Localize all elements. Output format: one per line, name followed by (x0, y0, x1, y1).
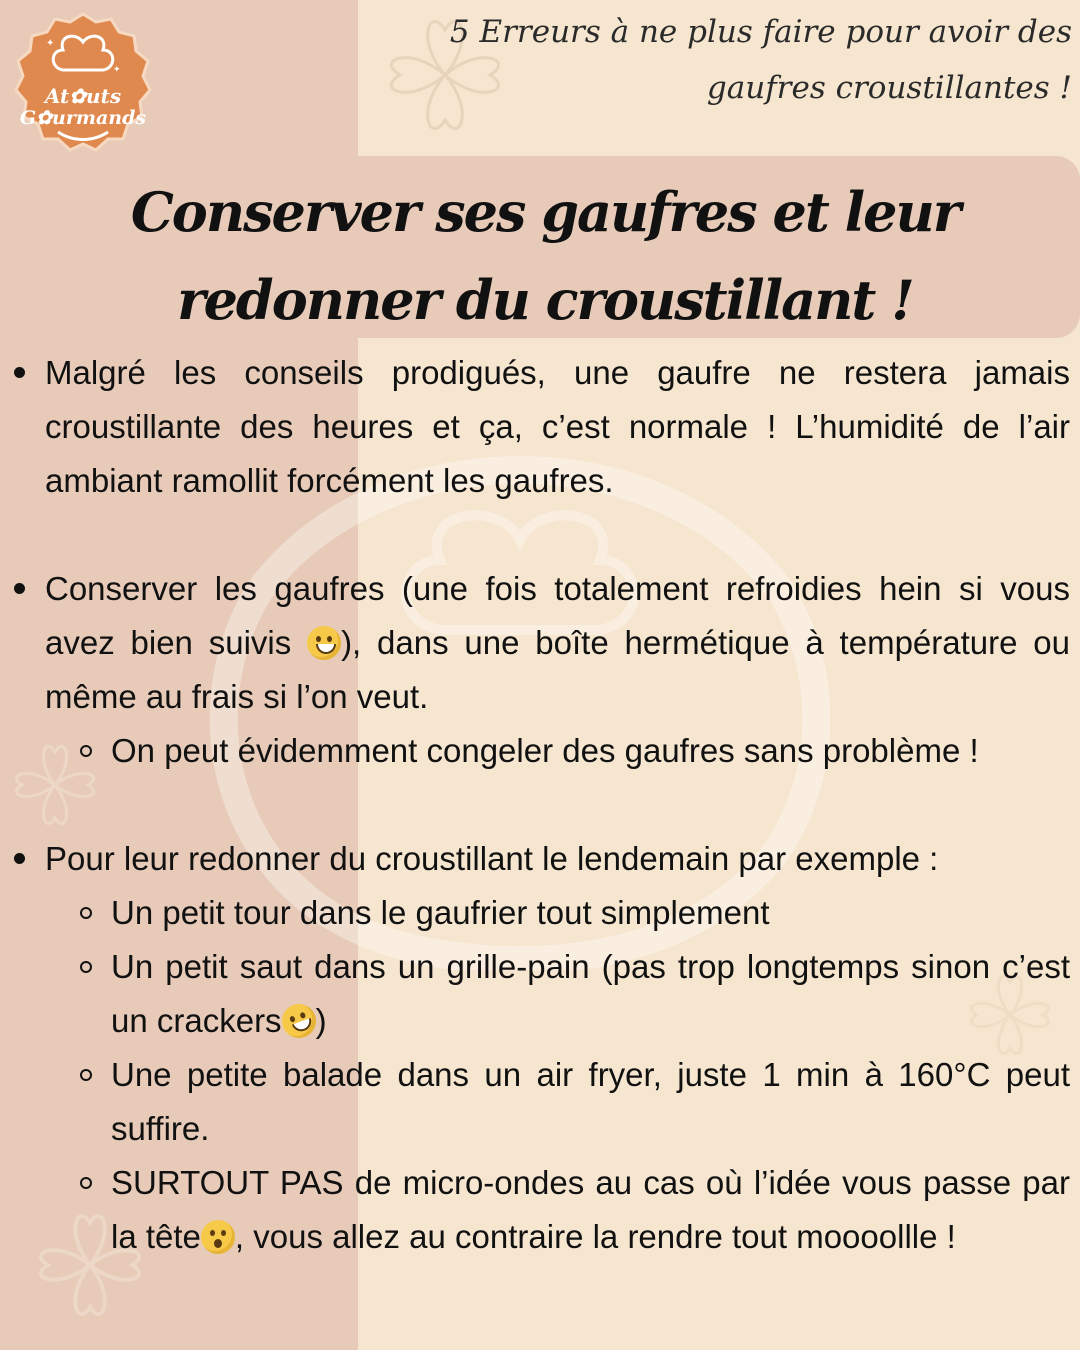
sub-item-text: SURTOUT PAS de micro-ondes au cas où l’idée vous passe par la tête (111, 1164, 1070, 1255)
series-tagline (432, 4, 1072, 116)
sub-list-item (0, 1156, 1080, 1264)
sub-list-item (0, 940, 1080, 1048)
bullet-text: Pour leur redonner du croustillant le lendemain par exemple : (45, 840, 939, 877)
sub-item-text: On peut évidemment congeler des gaufres sans problème ! (111, 732, 979, 769)
tagline-line1: 5 Erreurs à ne plus faire pour avoir des (449, 14, 1072, 50)
bullet-text: ), dans une boîte hermétique à température ou même au frais si l’on veut. (45, 624, 1070, 715)
list-item (0, 346, 1080, 508)
logo-text-line2: G✿urmands (19, 107, 147, 129)
sub-list-item (0, 886, 1080, 940)
svg-text:✦: ✦ (113, 65, 121, 75)
sub-item-text: ) (315, 1002, 327, 1039)
brand-logo (8, 10, 158, 160)
sub-item-text: , vous allez au contraire la rendre tout moooollle ! (234, 1218, 956, 1255)
bullet-text: Conserver les gaufres (une fois totalement refroidies hein si vous avez bien suivis (45, 570, 1070, 661)
logo-text-line1: At✿uts (44, 84, 122, 108)
sub-list-item (0, 724, 1080, 778)
astonished-face-emoji-icon (201, 1220, 235, 1254)
list-item (0, 562, 1080, 724)
list-item (0, 832, 1080, 886)
tagline-line2: gaufres croustillantes ! (706, 70, 1072, 106)
grinning-face-emoji-icon (307, 626, 341, 660)
section-title: Conserver ses gaufres et leur redonner du croustillant ! (130, 180, 960, 332)
svg-text:✦: ✦ (46, 38, 55, 49)
bullet-text: Malgré les conseils prodigués, une gaufre ne restera jamais croustillante des heures et ça, c’est normale ! L’humidité de l’air ambiant ramollit forcément les gaufres. (45, 354, 1070, 499)
tips-list (0, 346, 1080, 1264)
sub-item-text: Une petite balade dans un air fryer, juste 1 min à 160°C peut suffire. (111, 1056, 1070, 1147)
sub-item-text: Un petit saut dans un grille-pain (pas trop longtemps sinon c’est un crackers (111, 948, 1070, 1039)
sub-item-text: Un petit tour dans le gaufrier tout simplement (111, 894, 770, 931)
rolling-laughing-emoji-icon (277, 999, 321, 1043)
sub-list-item (0, 1048, 1080, 1156)
